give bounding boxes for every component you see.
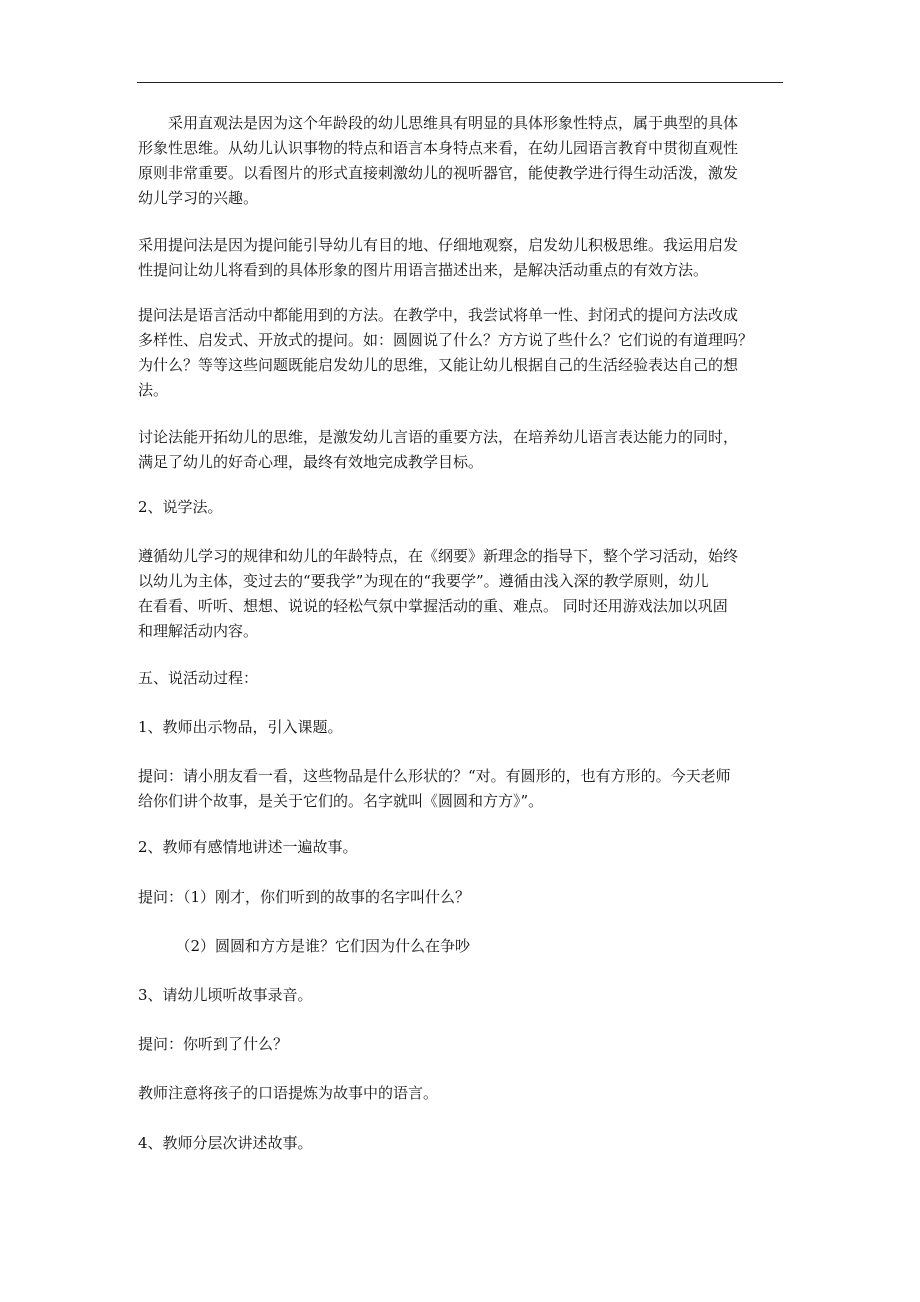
text-line: 1、教师出示物品，引入课题。 (138, 718, 343, 736)
paragraph-question-method (138, 233, 788, 283)
text-line: 提问：你听到了什么？ (138, 1035, 289, 1053)
heading-activity-process (138, 666, 788, 691)
step-4 (138, 1131, 788, 1156)
text-line: 多样性、启发式、开放式的提问。如：圆圆说了什么？方方说了些什么？它们说的有道理吗？ (138, 331, 754, 349)
text-line: 性提问让幼儿将看到的具体形象的图片用语言描述出来，是解决活动重点的有效方法。 (138, 261, 709, 279)
text-line: 五、说活动过程： (138, 669, 259, 687)
text-line: 给你们讲个故事，是关于它们的。名字就叫《圆圆和方方》”。 (138, 792, 544, 810)
text-line: 2、说学法。 (138, 498, 223, 516)
step-2-question-2 (138, 934, 788, 959)
text-line: 法。 (138, 381, 169, 399)
paragraph-question-usage (138, 303, 788, 403)
text-line: 原则非常重要。以看图片的形式直接刺激幼儿的视听器官，能使教学进行得生动活泼，激发 (138, 164, 739, 182)
text-line: 提问法是语言活动中都能用到的方法。在教学中，我尝试将单一性、封闭式的提问方法改成 (138, 306, 739, 324)
header-rule (137, 82, 783, 83)
step-3 (138, 983, 788, 1008)
text-line: 采用直观法是因为这个年龄段的幼儿思维具有明显的具体形象性特点，属于典型的具体 (138, 114, 739, 132)
text-line: 教师注意将孩子的口语提炼为故事中的语言。 (138, 1084, 439, 1102)
text-line: 和理解活动内容。 (138, 622, 259, 640)
text-line: 在看看、听听、想想、说说的轻松气氛中掌握活动的重、难点。 同时还用游戏法加以巩固 (138, 597, 728, 615)
paragraph-learning-method (138, 544, 788, 644)
text-line: 以幼儿为主体，变过去的“要我学”为现在的“我要学”。遵循由浅入深的教学原则，幼儿 (138, 572, 709, 590)
text-line: 遵循幼儿学习的规律和幼儿的年龄特点，在《纲要》新理念的指导下，整个学习活动，始终 (138, 547, 739, 565)
text-line: 提问：请小朋友看一看，这些物品是什么形状的？“对。有圆形的，也有方形的。今天老师 (138, 767, 731, 785)
text-line: 2、教师有感情地讲述一遍故事。 (138, 838, 358, 856)
step-3-note (138, 1081, 788, 1106)
text-line: （2）圆圆和方方是谁？它们因为什么在争吵 (138, 937, 471, 955)
step-3-question (138, 1032, 788, 1057)
text-line: 3、请幼儿顷听故事录音。 (138, 986, 313, 1004)
heading-learning-method (138, 495, 788, 520)
paragraph-step-1-question (138, 764, 788, 814)
text-line: 讨论法能开拓幼儿的思维，是激发幼儿言语的重要方法，在培养幼儿语言表达能力的同时， (138, 428, 739, 446)
text-line: 提问：（1）刚才，你们听到的故事的名字叫什么？ (138, 888, 471, 906)
text-line: 采用提问法是因为提问能引导幼儿有目的地、仔细地观察，启发幼儿积极思维。我运用启发 (138, 236, 739, 254)
step-1 (138, 715, 788, 740)
text-line: 为什么？等等这些问题既能启发幼儿的思维，又能让幼儿根据自己的生活经验表达自己的想 (138, 356, 739, 374)
paragraph-discussion-method (138, 425, 788, 475)
text-line: 形象性思维。从幼儿认识事物的特点和语言本身特点来看，在幼儿园语言教育中贯彻直观性 (138, 139, 739, 157)
text-line: 4、教师分层次讲述故事。 (138, 1134, 313, 1152)
step-2-question-1 (138, 885, 788, 910)
paragraph-intuitive-method (138, 111, 788, 211)
step-2 (138, 835, 788, 860)
text-line: 满足了幼儿的好奇心理，最终有效地完成教学目标。 (138, 453, 484, 471)
text-line: 幼儿学习的兴趣。 (138, 189, 259, 207)
